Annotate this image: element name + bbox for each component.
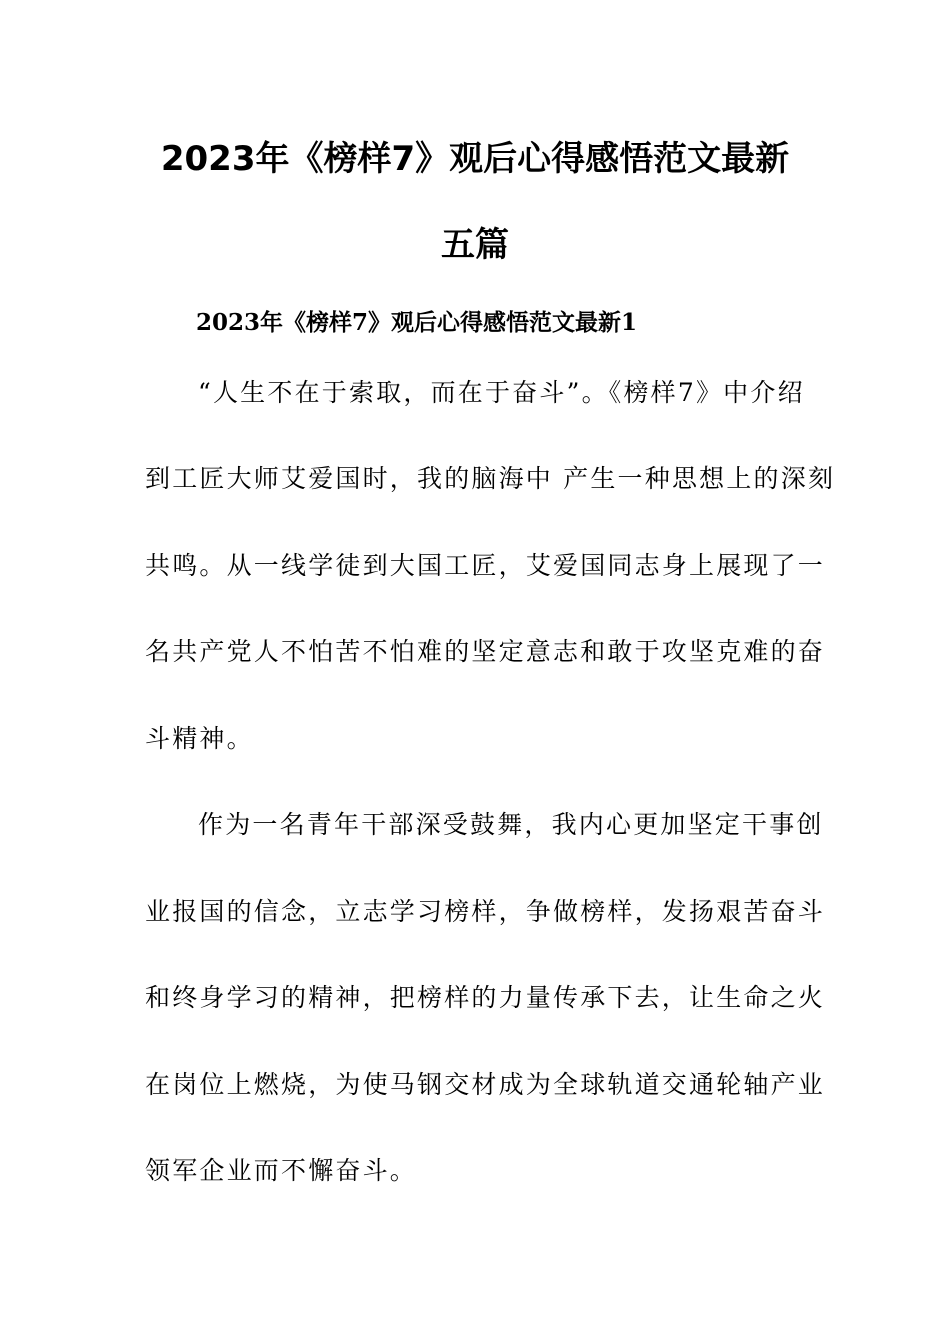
paragraph-line: 名共产党人不怕苦不怕难的坚定意志和敢于攻坚克难的奋 [145,637,826,666]
paragraph-line: 和终身学习的精神，把榜样的力量传承下去，让生命之火 [145,983,826,1012]
paragraph-line: 领军企业而不懈奋斗。 [145,1156,418,1185]
paragraph-line: 在岗位上燃烧，为使马钢交材成为全球轨道交通轮轴产业 [145,1070,826,1099]
paragraph-line: 斗精神。 [145,724,254,753]
document-title-line-1: 2023年《榜样7》观后心得感悟范文最新 [160,139,790,179]
paragraph-line: 作为一名青年干部深受鼓舞，我内心更加坚定干事创 [198,810,824,839]
paragraph-line: 共鸣。从一线学徒到大国工匠，艾爱国同志身上展现了一 [145,551,826,580]
paragraph-line: 业报国的信念，立志学习榜样，争做榜样，发扬艰苦奋斗 [145,897,826,926]
document-title-line-2: 五篇 [441,225,509,265]
paragraph-line: 到工匠大师艾爱国时，我的脑海中 产生一种思想上的深刻 [145,464,836,493]
paragraph-line: “人生不在于索取，而在于奋斗”。《榜样7》中介绍 [198,378,805,407]
section-heading: 2023年《榜样7》观后心得感悟范文最新1 [196,309,638,336]
